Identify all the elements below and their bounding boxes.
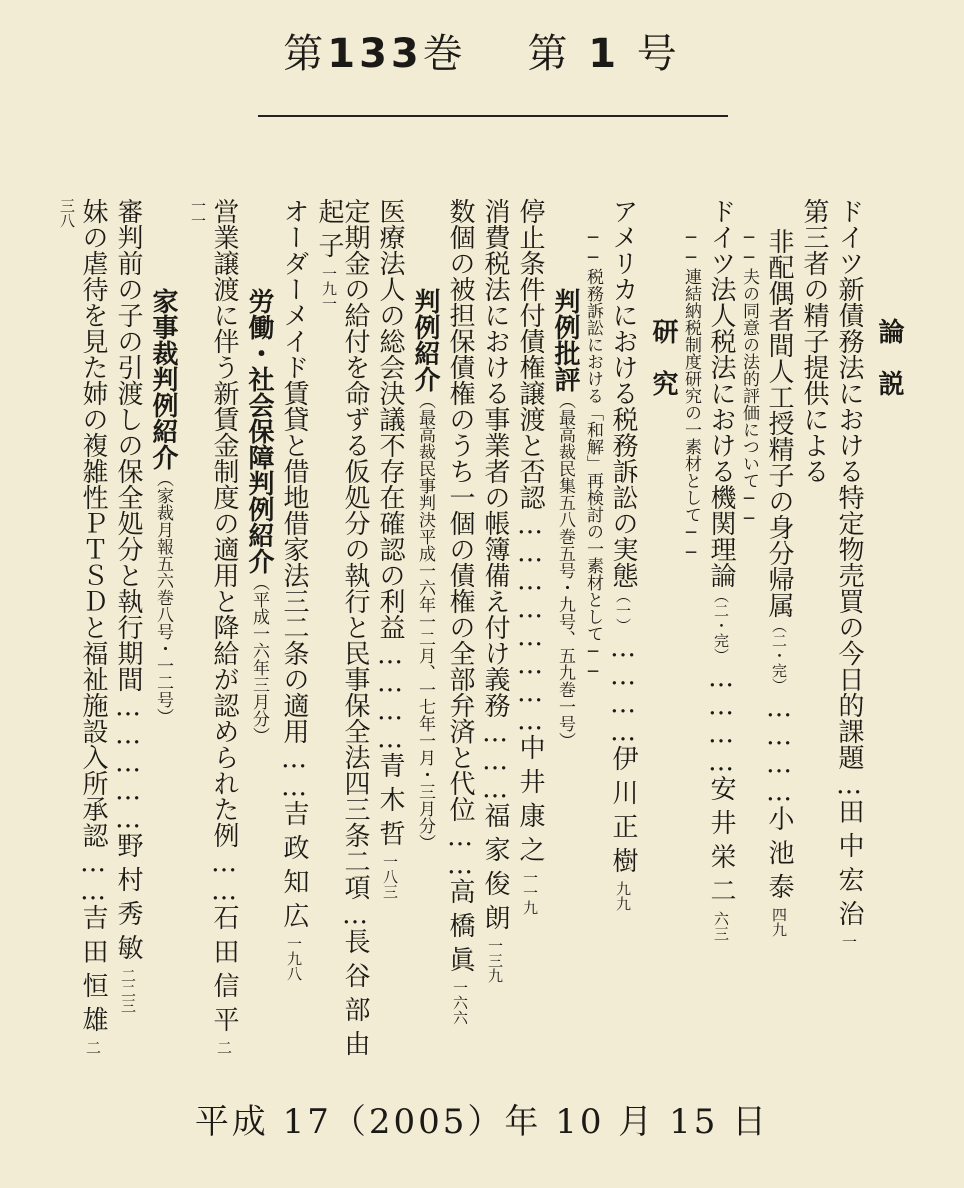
table-of-contents	[58, 198, 904, 1068]
toc-entry[interactable]: 非配偶者間人工授精子の身分帰属（二・完）…………小池泰四九	[764, 228, 794, 937]
vol-number: 133	[327, 31, 423, 77]
toc-entry[interactable]: アメリカにおける税務訴訟の実態（一）…………伊川正樹九九	[608, 198, 638, 911]
vol-prefix: 第	[283, 31, 328, 77]
section-kaji: 家事裁判例紹介（家裁月報五六巻八号・一二号）	[148, 288, 178, 725]
issue-suffix: 号	[636, 31, 681, 77]
section-hanrei-hihyo: 判例批評（最高裁民集五八巻五号・九号、五九巻一号）	[550, 288, 580, 749]
toc-entry[interactable]: ドイツ新債務法における特定物売買の今日的課題…田中宏治一	[834, 198, 864, 949]
section-kenkyu: 研 究	[648, 318, 678, 396]
toc-entry[interactable]: 審判前の子の引渡しの保全処分と執行期間……………野村秀敏二二三	[113, 198, 143, 1013]
section-ronsetsu: 論 説	[874, 318, 904, 396]
toc-subtitle: ──夫の同意の法的評価について──	[739, 228, 759, 529]
section-hanrei-shokai: 判例紹介（最高裁民事判決平成一六年一二月、一七年一月・三月分）	[410, 288, 440, 851]
toc-entry[interactable]: 数個の被担保債権のうち一個の債権の全部弁済と代位……高橋眞一六六	[445, 198, 475, 1025]
toc-entry[interactable]: ドイツ法人税法における機関理論（二・完）…………安井栄二六三	[706, 198, 736, 941]
issue-prefix: 第	[527, 31, 572, 77]
toc-entry[interactable]: 第三者の精子提供による	[799, 198, 829, 484]
vol-suffix: 巻	[422, 31, 467, 77]
toc-subtitle: ──連結納税制度研究の一素材として──	[681, 228, 701, 563]
issue-number: 1	[588, 31, 621, 77]
toc-entry[interactable]: オーダーメイド賃貸と借地借家法三二条の適用……吉政知広一九八	[279, 198, 309, 981]
toc-entry[interactable]: 消費税法における事業者の帳簿備え付け義務………福家俊朗一三九	[480, 198, 510, 983]
toc-entry[interactable]: 停止条件付債権譲渡と否認……………………中井康之一一九	[515, 198, 545, 915]
header-divider	[258, 115, 728, 117]
volume-issue-title	[0, 22, 964, 79]
toc-entry[interactable]: 医療法人の総会決議不存在確認の利益…………青木哲一八三	[375, 198, 405, 899]
toc-subtitle: ──税務訴訟における「和解」再検討の一素材として──	[583, 228, 603, 682]
publication-date: 平成 17（2005）年 10 月 15 日	[194, 1102, 770, 1142]
toc-entry[interactable]: 妹の虐待を見た姉の複雑性ＰＴＳＤと福祉施設入所承認……吉田恒雄二三八	[58, 198, 108, 1055]
toc-entry[interactable]: 営業譲渡に伴う新賃金制度の適用と降給が認められた例……石田信平二一一	[189, 198, 239, 1055]
toc-entry[interactable]: 定期金の給付を命ずる仮処分の執行と民事保全法四三条二項…長谷部由起子一九一	[314, 198, 370, 1064]
section-rodo: 労働・社会保障判例紹介（平成一六年三月分）	[244, 288, 274, 744]
